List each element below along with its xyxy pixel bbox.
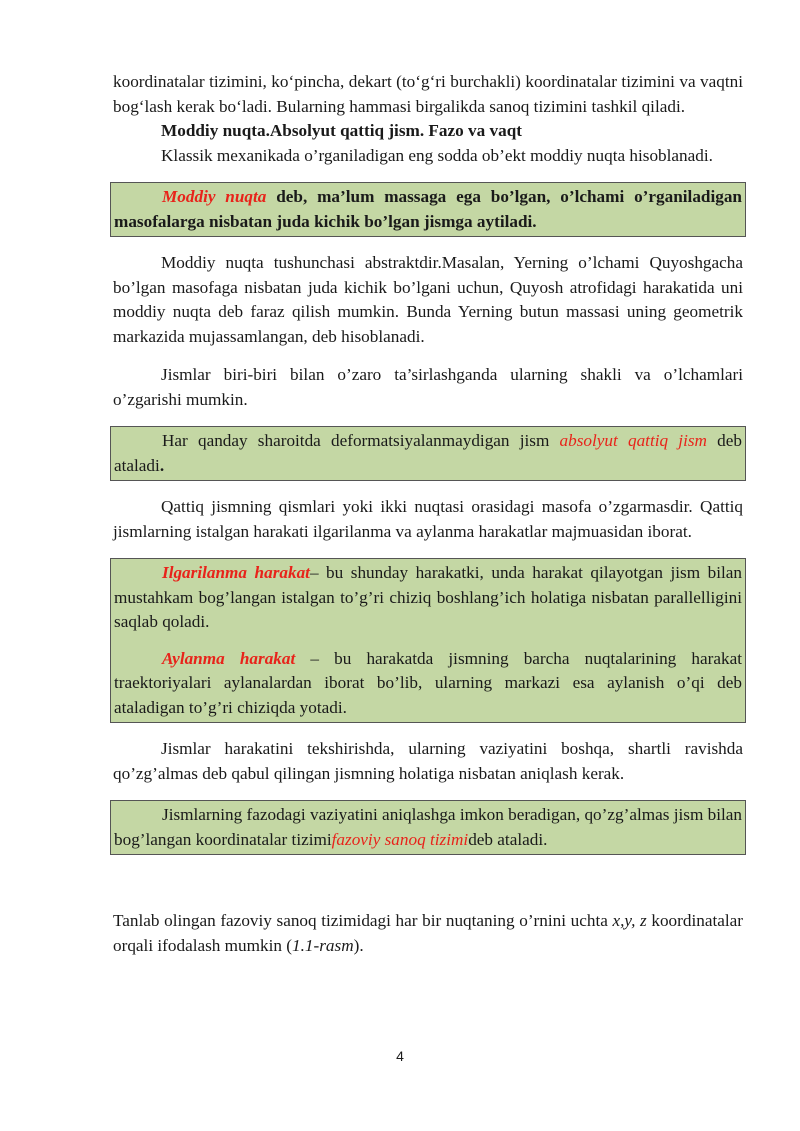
paragraph-1: koordinatalar tizimini, ko‘pincha, dekart (to‘g‘ri burchakli) koordinatalar tizimini va vaqtni bog‘lash kerak bo‘ladi. Bularning hammasi birgalikda sanoq tizimini tashkil qiladi. — [113, 72, 743, 116]
figure-reference: 1.1-rasm — [292, 935, 354, 955]
coordinate-variables: x,y, z — [612, 911, 647, 930]
definition-translational-motion — [111, 561, 745, 635]
document-page — [113, 70, 743, 958]
definition-box-material-point — [110, 182, 746, 237]
section-heading: Moddiy nuqta.Absolyut qattiq jism. Fazo va vaqt — [161, 121, 522, 140]
paragraph-text: koordinatalar orqali ifodalash mumkin ( — [113, 911, 743, 955]
paragraph-text: Tanlab olingan fazoviy sanoq tizimidagi har bir nuqtaning o’rnini uchta — [113, 911, 613, 930]
definition-material-point — [111, 185, 745, 234]
definition-text: Jismlarning fazodagi vaziyatini aniqlashga imkon beradigan, qo’zg’almas jism bilan bog’langan koordinatalar tizimi — [114, 805, 742, 849]
definition-text: deb ataladi. — [468, 829, 548, 849]
definition-text: deb ataladi — [114, 431, 742, 475]
paragraph-5: Qattiq jismning qismlari yoki ikki nuqtasi orasidagi masofa o’zgarmasdir. Qattiq jismlarning istalgan harakati ilgarilanma va aylanma harakatlar majmuasidan iborat. — [113, 497, 743, 541]
paragraph-2: Klassik mexanikada o’rganiladigan eng sodda ob’ekt moddiy nuqta hisoblanadi. — [161, 145, 713, 165]
paragraph-3: Moddiy nuqta tushunchasi abstraktdir.Masalan, Yerning o’lchami Quyoshgacha bo’lgan masofaga nisbatan juda kichik bo’lgani uchun, Quyosh atrofidagi harakatida uni moddiy nuqta deb faraz qilish mumkin. Bunda Yerning butun massasi uning geometrik markazida mujassamlangan, deb hisoblanadi. — [113, 253, 743, 346]
definition-text: – bu harakatda jismning barcha nuqtalarining harakat traektoriyalari aylanalardan iborat bo’lib, ularning markazi esa aylanish o’qi deb ataladigan to’g’ri chiziqda yotadi. — [114, 648, 742, 717]
term-material-point: Moddiy nuqta — [162, 187, 267, 206]
definition-text: deb, ma’lum massaga ega bo’lgan, o’lchami o’rganiladigan masofalarga nisbatan juda kichik bo’lgan jismga aytiladi. — [114, 187, 742, 231]
definition-box-motions — [110, 558, 746, 723]
paragraph-6: Jismlar harakatini tekshirishda, ularning vaziyatini boshqa, shartli ravishda qo’zg’almas deb qabul qilingan jismning holatiga nisbatan aniqlash kerak. — [113, 739, 743, 783]
paragraph-text: ). — [353, 935, 364, 955]
definition-rotational-motion — [111, 647, 745, 721]
definition-reference-frame — [111, 803, 745, 852]
term-rotational-motion: Aylanma harakat — [162, 648, 296, 668]
definition-box-reference-frame — [110, 800, 746, 855]
definition-text: – bu shunday harakatki, unda harakat qilayotgan jism bilan mustahkam bog’langan istalgan to’g’ri chiziq boshlang’ich holatiga nisbatan parallelligini saqlab qoladi. — [114, 563, 742, 631]
paragraph-4: Jismlar biri-biri bilan o’zaro ta’sirlashganda ularning shakli va o’lchamlari o’zgarishi mumkin. — [113, 365, 743, 409]
paragraph-7 — [113, 909, 743, 958]
definition-text: Har qanday sharoitda deformatsiyalanmaydigan jism — [162, 431, 560, 450]
definition-box-rigid-body — [110, 426, 746, 481]
definition-rigid-body — [111, 429, 745, 478]
definition-period: . — [159, 455, 165, 475]
term-translational-motion: Ilgarilanma harakat — [162, 563, 310, 582]
term-reference-frame: fazoviy sanoq tizimi — [331, 829, 469, 849]
term-rigid-body: absolyut qattiq jism — [559, 431, 707, 450]
page-number: 4 — [396, 1048, 404, 1064]
